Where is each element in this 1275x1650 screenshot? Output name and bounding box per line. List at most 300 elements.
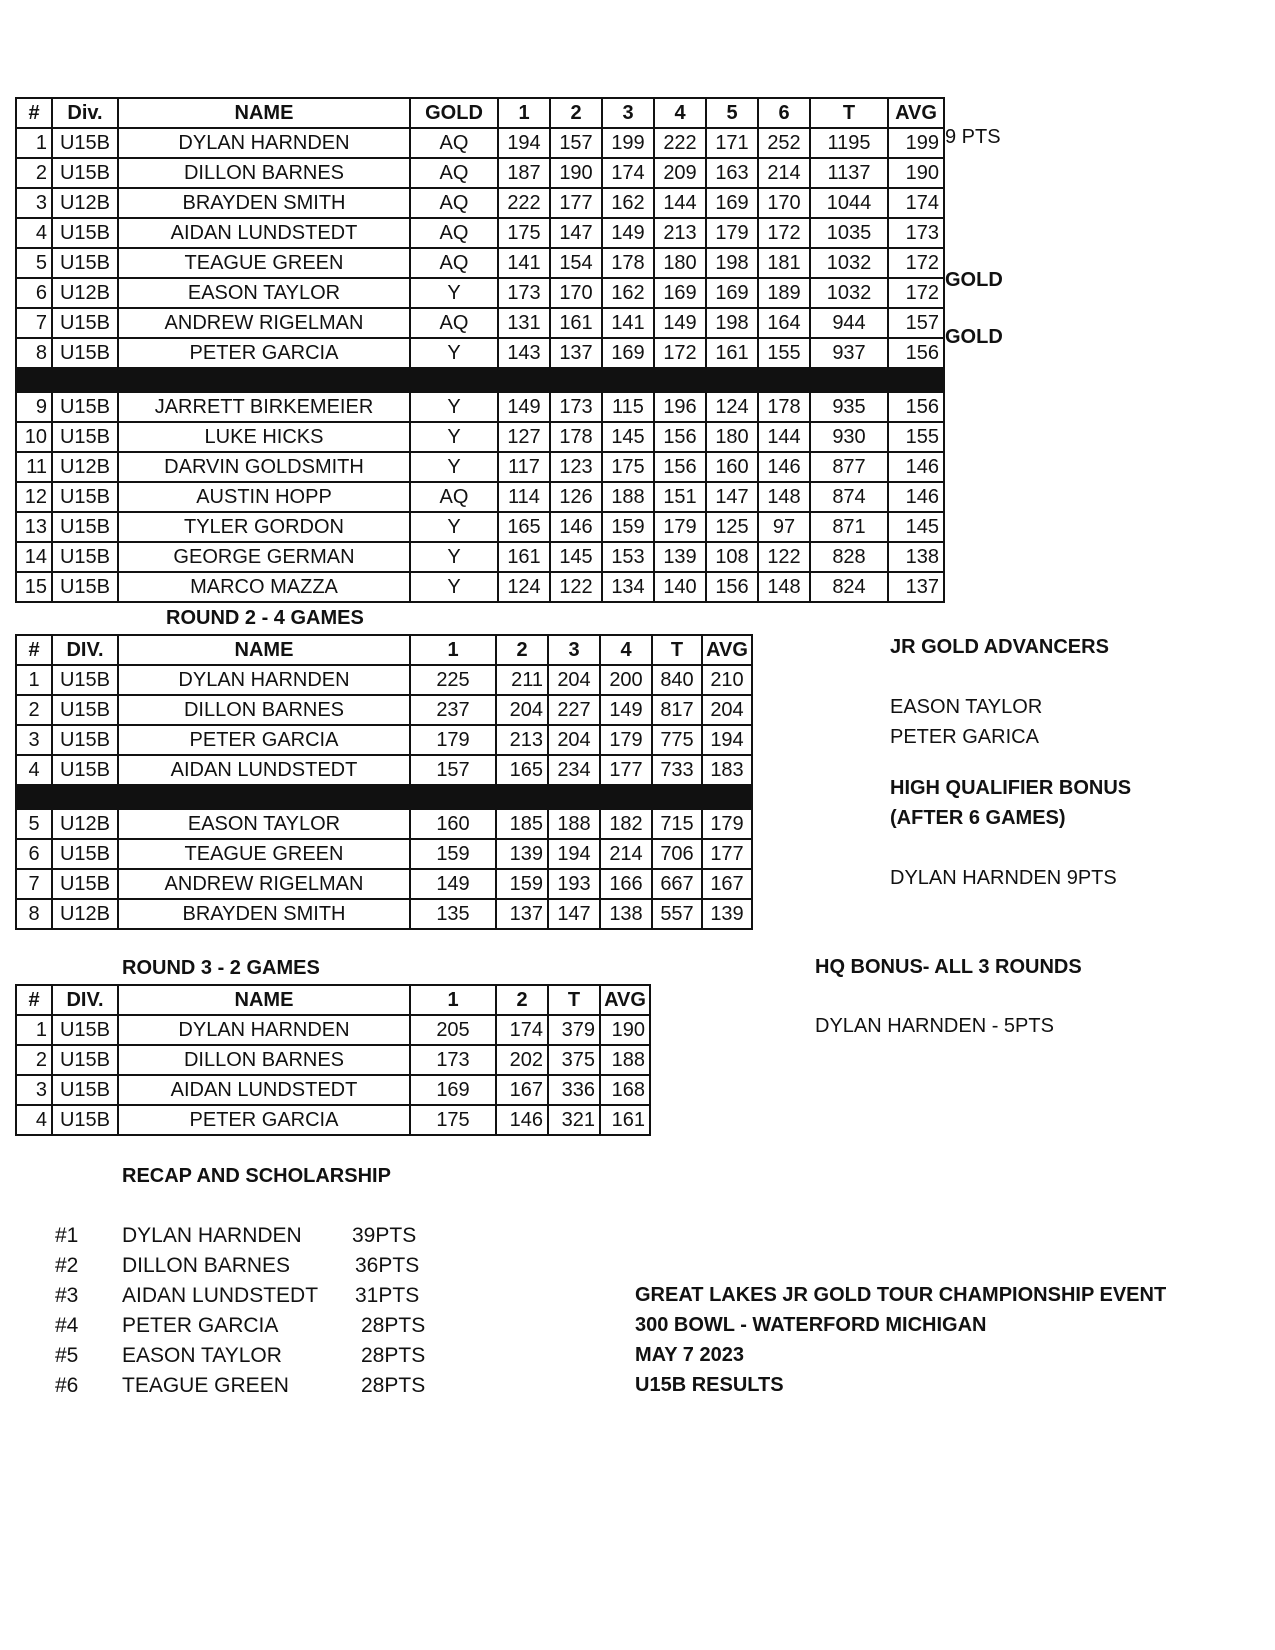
table-cell: 177 <box>702 839 752 869</box>
table-cell: 937 <box>810 338 888 368</box>
table-cell: 1195 <box>810 128 888 158</box>
table-cell: 172 <box>654 338 706 368</box>
table-row <box>16 809 752 839</box>
table-cell: 179 <box>702 809 752 839</box>
recap-name: AIDAN LUNDSTEDT <box>122 1284 319 1307</box>
table-cell: DYLAN HARNDEN <box>118 128 410 158</box>
table-cell: 1044 <box>810 188 888 218</box>
table-row <box>16 572 944 602</box>
recap-rank: #2 <box>55 1254 79 1277</box>
table-cell: 165 <box>498 512 550 542</box>
table-cell: 143 <box>498 338 550 368</box>
table-cell: 145 <box>888 512 944 542</box>
round1-header-cell: 5 <box>706 98 758 128</box>
table-cell: 144 <box>654 188 706 218</box>
table-cell: 153 <box>602 542 654 572</box>
table-cell: 179 <box>706 218 758 248</box>
table-cell: 162 <box>602 278 654 308</box>
round1-note-row8: GOLD <box>945 326 1003 348</box>
table-row <box>16 338 944 368</box>
table-cell: ANDREW RIGELMAN <box>118 308 410 338</box>
table-cell: 874 <box>810 482 888 512</box>
table-cell: 11 <box>16 452 52 482</box>
table-cell: U15B <box>52 422 118 452</box>
table-cell: U15B <box>52 158 118 188</box>
round3-header-cell: 2 <box>496 985 548 1015</box>
table-row <box>16 278 944 308</box>
table-cell: AQ <box>410 248 498 278</box>
table-cell: 139 <box>702 899 752 929</box>
table-cell: 146 <box>758 452 810 482</box>
table-cell: 174 <box>496 1015 548 1045</box>
table-cell: 161 <box>706 338 758 368</box>
table-cell: 179 <box>654 512 706 542</box>
table-cell: 154 <box>550 248 602 278</box>
table-cell: 124 <box>706 392 758 422</box>
table-cell: 198 <box>706 308 758 338</box>
table-cell: 8 <box>16 338 52 368</box>
table-cell: U15B <box>52 839 118 869</box>
table-cell: 146 <box>550 512 602 542</box>
table-cell: 944 <box>810 308 888 338</box>
table-cell: 159 <box>602 512 654 542</box>
table-cell: 169 <box>654 278 706 308</box>
table-cell: 165 <box>496 755 548 785</box>
table-cell: 7 <box>16 308 52 338</box>
round1-header <box>16 98 944 128</box>
table-cell: 237 <box>410 695 496 725</box>
table-cell: 214 <box>758 158 810 188</box>
table-cell: 164 <box>758 308 810 338</box>
table-cell: AIDAN LUNDSTEDT <box>118 1075 410 1105</box>
recap-points: 31PTS <box>355 1284 420 1307</box>
table-cell: 193 <box>548 869 600 899</box>
table-cell: 183 <box>702 755 752 785</box>
table-row <box>16 422 944 452</box>
table-cell: 174 <box>602 158 654 188</box>
table-cell: 149 <box>410 869 496 899</box>
table-cell: 187 <box>498 158 550 188</box>
table-cell: GEORGE GERMAN <box>118 542 410 572</box>
table-cell: 162 <box>602 188 654 218</box>
table-cell: 1035 <box>810 218 888 248</box>
table-cell: 140 <box>654 572 706 602</box>
table-cell: U15B <box>52 482 118 512</box>
cutline-bar <box>16 785 752 809</box>
table-cell: 161 <box>600 1105 650 1135</box>
table-cell: 6 <box>16 839 52 869</box>
table-cell: 3 <box>16 188 52 218</box>
table-cell: 175 <box>602 452 654 482</box>
cutline-cell <box>16 785 752 809</box>
table-cell: U12B <box>52 899 118 929</box>
recap-points: 36PTS <box>355 1254 420 1277</box>
table-cell: 3 <box>16 725 52 755</box>
table-cell: 157 <box>888 308 944 338</box>
table-cell: Y <box>410 278 498 308</box>
table-cell: 200 <box>600 665 652 695</box>
event-line-3: MAY 7 2023 <box>635 1344 744 1366</box>
table-cell: 321 <box>548 1105 600 1135</box>
table-cell: 169 <box>602 338 654 368</box>
table-cell: 131 <box>498 308 550 338</box>
table-cell: 179 <box>410 725 496 755</box>
table-cell: 146 <box>496 1105 548 1135</box>
round3-header-cell: NAME <box>118 985 410 1015</box>
table-cell: Y <box>410 572 498 602</box>
table-row <box>16 1015 650 1045</box>
table-cell: 199 <box>888 128 944 158</box>
recap-name: DYLAN HARNDEN <box>122 1224 302 1247</box>
table-cell: U15B <box>52 392 118 422</box>
table-cell: Y <box>410 338 498 368</box>
round3-header <box>16 985 650 1015</box>
round1-header-cell: 3 <box>602 98 654 128</box>
hq-title-line1: HIGH QUALIFIER BONUS <box>890 777 1132 799</box>
round1-note-row1: 9 PTS <box>945 126 1001 148</box>
table-cell: 205 <box>410 1015 496 1045</box>
table-cell: 222 <box>498 188 550 218</box>
table-cell: 170 <box>550 278 602 308</box>
table-cell: 222 <box>654 128 706 158</box>
table-cell: U15B <box>52 512 118 542</box>
advancer-1: EASON TAYLOR <box>890 696 1043 718</box>
table-cell: 190 <box>550 158 602 188</box>
table-cell: Y <box>410 452 498 482</box>
table-cell: 211 <box>496 665 548 695</box>
round3-header-cell: DIV. <box>52 985 118 1015</box>
table-cell: 877 <box>810 452 888 482</box>
table-cell: 167 <box>702 869 752 899</box>
table-cell: U15B <box>52 869 118 899</box>
table-cell: 13 <box>16 512 52 542</box>
table-row <box>16 725 752 755</box>
table-cell: 126 <box>550 482 602 512</box>
recap-rank: #4 <box>55 1314 79 1337</box>
table-cell: 137 <box>496 899 548 929</box>
table-cell: 147 <box>548 899 600 929</box>
table-cell: 824 <box>810 572 888 602</box>
round2-header-cell: 1 <box>410 635 496 665</box>
table-cell: 138 <box>600 899 652 929</box>
hq-all-rounds-value: DYLAN HARNDEN - 5PTS <box>815 1015 1054 1037</box>
table-cell: 225 <box>410 665 496 695</box>
round1-header-cell: GOLD <box>410 98 498 128</box>
table-cell: AQ <box>410 158 498 188</box>
table-cell: 159 <box>496 869 548 899</box>
table-cell: 209 <box>654 158 706 188</box>
table-cell: 178 <box>550 422 602 452</box>
table-row <box>16 248 944 278</box>
table-cell: U15B <box>52 248 118 278</box>
table-cell: AQ <box>410 188 498 218</box>
table-cell: 170 <box>758 188 810 218</box>
round1-top-body <box>16 128 944 368</box>
table-cell: 178 <box>758 392 810 422</box>
table-cell: 160 <box>410 809 496 839</box>
table-cell: 185 <box>496 809 548 839</box>
table-cell: 557 <box>652 899 702 929</box>
table-cell: U15B <box>52 1045 118 1075</box>
table-cell: 227 <box>548 695 600 725</box>
table-cell: U15B <box>52 572 118 602</box>
round3-header-cell: 1 <box>410 985 496 1015</box>
table-cell: 181 <box>758 248 810 278</box>
table-row <box>16 542 944 572</box>
table-cell: 177 <box>600 755 652 785</box>
recap-name: DILLON BARNES <box>122 1254 291 1277</box>
table-cell: 124 <box>498 572 550 602</box>
table-row <box>16 755 752 785</box>
round3-title: ROUND 3 - 2 GAMES <box>122 957 320 979</box>
table-cell: EASON TAYLOR <box>118 278 410 308</box>
table-cell: U15B <box>52 1075 118 1105</box>
table-cell: 10 <box>16 422 52 452</box>
table-cell: 173 <box>550 392 602 422</box>
table-cell: 145 <box>550 542 602 572</box>
table-cell: 173 <box>888 218 944 248</box>
table-cell: U12B <box>52 809 118 839</box>
table-cell: Y <box>410 392 498 422</box>
table-cell: 114 <box>498 482 550 512</box>
round2-header-cell: 3 <box>548 635 600 665</box>
table-cell: 147 <box>550 218 602 248</box>
table-cell: 6 <box>16 278 52 308</box>
table-cell: 194 <box>702 725 752 755</box>
table-cell: TYLER GORDON <box>118 512 410 542</box>
table-cell: DARVIN GOLDSMITH <box>118 452 410 482</box>
table-cell: 172 <box>758 218 810 248</box>
table-cell: 930 <box>810 422 888 452</box>
round3-header-cell: T <box>548 985 600 1015</box>
table-cell: 155 <box>758 338 810 368</box>
table-cell: 163 <box>706 158 758 188</box>
table-cell: 115 <box>602 392 654 422</box>
table-cell: 1032 <box>810 278 888 308</box>
event-line-2: 300 BOWL - WATERFORD MICHIGAN <box>635 1314 987 1336</box>
table-cell: 175 <box>410 1105 496 1135</box>
table-cell: EASON TAYLOR <box>118 809 410 839</box>
recap-name: EASON TAYLOR <box>122 1344 282 1367</box>
round2-header-cell: AVG <box>702 635 752 665</box>
table-cell: DILLON BARNES <box>118 1045 410 1075</box>
table-cell: 188 <box>548 809 600 839</box>
table-cell: 175 <box>498 218 550 248</box>
table-row <box>16 512 944 542</box>
table-cell: 189 <box>758 278 810 308</box>
recap-points: 28PTS <box>361 1344 426 1367</box>
recap-rank: #5 <box>55 1344 79 1367</box>
table-cell: 1 <box>16 128 52 158</box>
table-cell: BRAYDEN SMITH <box>118 899 410 929</box>
table-cell: LUKE HICKS <box>118 422 410 452</box>
table-cell: 196 <box>654 392 706 422</box>
table-cell: 7 <box>16 869 52 899</box>
table-cell: U15B <box>52 1105 118 1135</box>
table-cell: 379 <box>548 1015 600 1045</box>
round3-header-cell: # <box>16 985 52 1015</box>
table-row <box>16 695 752 725</box>
table-cell: 179 <box>600 725 652 755</box>
table-cell: 8 <box>16 899 52 929</box>
table-cell: 180 <box>654 248 706 278</box>
table-cell: 213 <box>654 218 706 248</box>
table-row <box>16 665 752 695</box>
table-cell: 706 <box>652 839 702 869</box>
table-cell: AQ <box>410 308 498 338</box>
table-cell: 149 <box>602 218 654 248</box>
table-cell: DYLAN HARNDEN <box>118 1015 410 1045</box>
round2-header <box>16 635 752 665</box>
table-cell: 141 <box>498 248 550 278</box>
table-cell: 97 <box>758 512 810 542</box>
table-cell: 4 <box>16 1105 52 1135</box>
table-row <box>16 899 752 929</box>
table-cell: AQ <box>410 482 498 512</box>
table-cell: 122 <box>550 572 602 602</box>
table-cell: U15B <box>52 695 118 725</box>
table-cell: 161 <box>550 308 602 338</box>
table-cell: 194 <box>548 839 600 869</box>
table-cell: 134 <box>602 572 654 602</box>
round1-header-cell: 2 <box>550 98 602 128</box>
table-cell: 1 <box>16 665 52 695</box>
table-cell: 137 <box>550 338 602 368</box>
table-cell: 188 <box>602 482 654 512</box>
cutline-bar <box>16 368 944 392</box>
table-cell: 172 <box>888 278 944 308</box>
table-cell: U15B <box>52 128 118 158</box>
table-cell: 157 <box>550 128 602 158</box>
table-cell: 169 <box>410 1075 496 1105</box>
table-cell: U15B <box>52 218 118 248</box>
table-cell: 173 <box>498 278 550 308</box>
table-cell: 151 <box>654 482 706 512</box>
round1-header-cell: Div. <box>52 98 118 128</box>
table-cell: 871 <box>810 512 888 542</box>
table-row <box>16 452 944 482</box>
table-cell: 147 <box>706 482 758 512</box>
table-cell: 204 <box>702 695 752 725</box>
table-cell: Y <box>410 512 498 542</box>
table-cell: 715 <box>652 809 702 839</box>
table-cell: 2 <box>16 695 52 725</box>
table-cell: 5 <box>16 248 52 278</box>
table-cell: 15 <box>16 572 52 602</box>
round3-header-cell: AVG <box>600 985 650 1015</box>
table-cell: U15B <box>52 755 118 785</box>
round1-header-cell: # <box>16 98 52 128</box>
table-cell: 4 <box>16 218 52 248</box>
table-cell: U15B <box>52 308 118 338</box>
recap-rank: #3 <box>55 1284 79 1307</box>
table-cell: U12B <box>52 188 118 218</box>
table-cell: 252 <box>758 128 810 158</box>
table-cell: TEAGUE GREEN <box>118 248 410 278</box>
table-row <box>16 482 944 512</box>
table-cell: U15B <box>52 1015 118 1045</box>
table-cell: U12B <box>52 452 118 482</box>
hq-title-line2: (AFTER 6 GAMES) <box>890 807 1066 829</box>
round2-header-cell: NAME <box>118 635 410 665</box>
round1-header-cell: 1 <box>498 98 550 128</box>
table-cell: U15B <box>52 725 118 755</box>
round1-table <box>15 97 945 603</box>
table-row <box>16 869 752 899</box>
table-row <box>16 1105 650 1135</box>
table-cell: 171 <box>706 128 758 158</box>
recap-rank: #1 <box>55 1224 79 1247</box>
table-cell: 146 <box>888 452 944 482</box>
table-cell: 145 <box>602 422 654 452</box>
round2-header-cell: T <box>652 635 702 665</box>
table-cell: 172 <box>888 248 944 278</box>
recap-points: 28PTS <box>361 1374 426 1397</box>
table-cell: 817 <box>652 695 702 725</box>
table-cell: 3 <box>16 1075 52 1105</box>
table-cell: JARRETT BIRKEMEIER <box>118 392 410 422</box>
table-cell: BRAYDEN SMITH <box>118 188 410 218</box>
table-cell: AIDAN LUNDSTEDT <box>118 218 410 248</box>
table-cell: 148 <box>758 482 810 512</box>
table-cell: 210 <box>702 665 752 695</box>
table-cell: 190 <box>600 1015 650 1045</box>
table-row <box>16 839 752 869</box>
table-cell: 169 <box>706 278 758 308</box>
table-cell: ANDREW RIGELMAN <box>118 869 410 899</box>
table-cell: PETER GARCIA <box>118 1105 410 1135</box>
table-cell: 125 <box>706 512 758 542</box>
table-row <box>16 308 944 338</box>
table-cell: 122 <box>758 542 810 572</box>
table-cell: 168 <box>600 1075 650 1105</box>
advancers-title: JR GOLD ADVANCERS <box>890 636 1109 658</box>
table-cell: 139 <box>496 839 548 869</box>
event-line-1: GREAT LAKES JR GOLD TOUR CHAMPIONSHIP EVENT <box>635 1284 1167 1306</box>
round3-table <box>15 984 651 1136</box>
table-row <box>16 392 944 422</box>
table-row <box>16 188 944 218</box>
table-cell: 667 <box>652 869 702 899</box>
table-row <box>16 1045 650 1075</box>
table-cell: 190 <box>888 158 944 188</box>
table-cell: 139 <box>654 542 706 572</box>
table-cell: 188 <box>600 1045 650 1075</box>
table-cell: 2 <box>16 1045 52 1075</box>
table-cell: DILLON BARNES <box>118 158 410 188</box>
hq-value: DYLAN HARNDEN 9PTS <box>890 867 1117 889</box>
table-cell: 182 <box>600 809 652 839</box>
table-cell: PETER GARCIA <box>118 338 410 368</box>
round1-header-cell: T <box>810 98 888 128</box>
table-cell: 169 <box>706 188 758 218</box>
table-cell: 141 <box>602 308 654 338</box>
table-cell: 155 <box>888 422 944 452</box>
table-cell: 156 <box>654 452 706 482</box>
table-cell: AQ <box>410 128 498 158</box>
table-cell: 204 <box>548 665 600 695</box>
table-cell: 198 <box>706 248 758 278</box>
table-cell: 204 <box>496 695 548 725</box>
table-cell: 5 <box>16 809 52 839</box>
table-cell: 1 <box>16 1015 52 1045</box>
table-cell: 194 <box>498 128 550 158</box>
table-cell: 135 <box>410 899 496 929</box>
table-cell: 935 <box>810 392 888 422</box>
recap-title: RECAP AND SCHOLARSHIP <box>122 1165 391 1187</box>
table-cell: 156 <box>888 392 944 422</box>
table-cell: DYLAN HARNDEN <box>118 665 410 695</box>
